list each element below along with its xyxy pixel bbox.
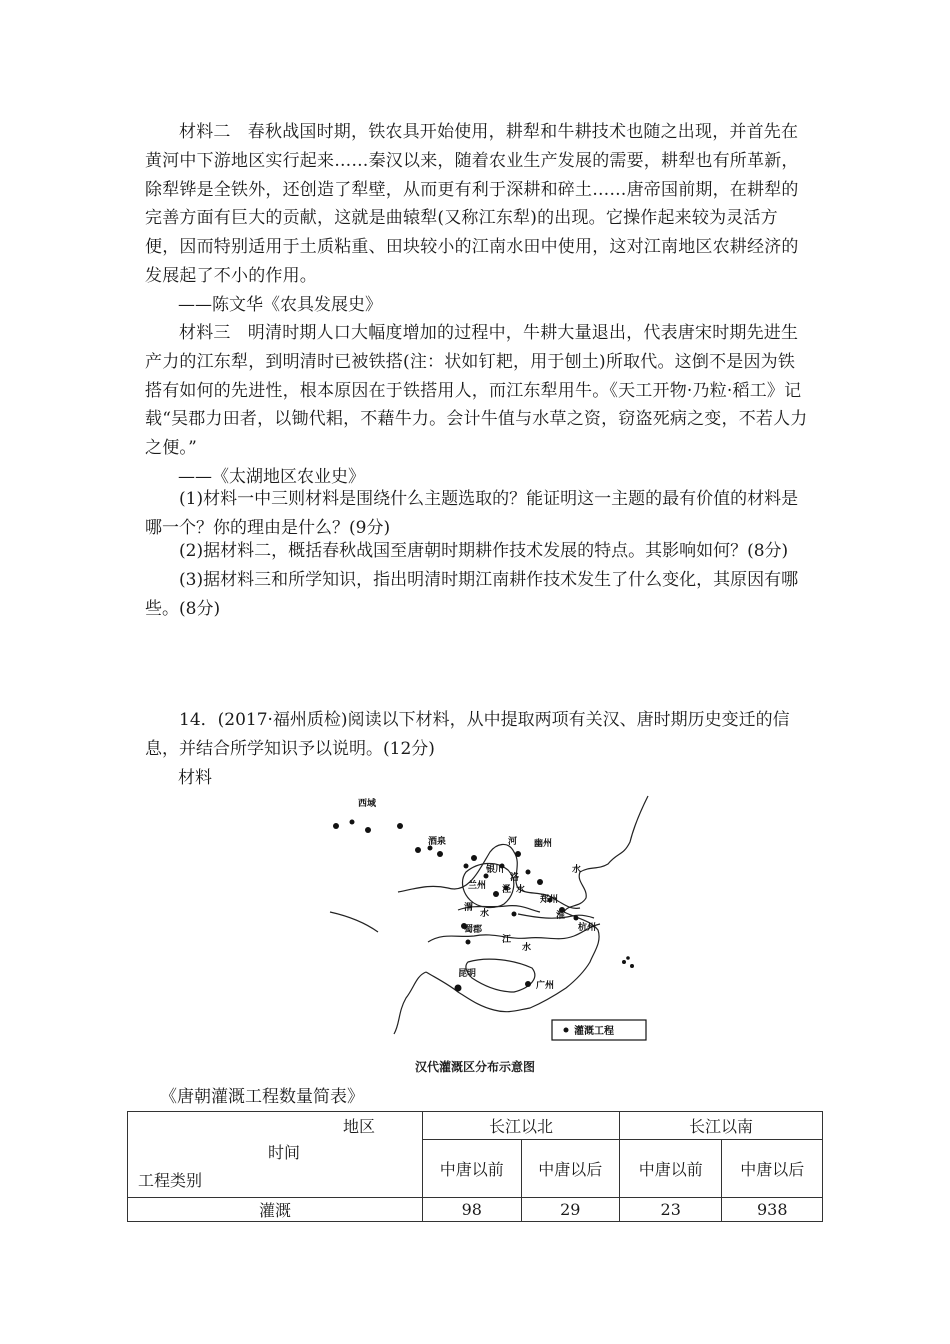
header-type: 工程类别 — [138, 1171, 203, 1190]
label-huai: 淮 — [556, 911, 566, 921]
header-north-before: 中唐以前 — [423, 1140, 521, 1198]
label-jing: 泾 — [502, 885, 512, 895]
question-2: (2)据材料二，概括春秋战国至唐朝时期耕作技术发展的特点。其影响如何？(8分) — [179, 541, 789, 561]
irrigation-table — [127, 1111, 823, 1222]
irrigation-markers — [333, 820, 634, 992]
value-south-before: 23 — [620, 1198, 722, 1222]
value-north-before: 98 — [423, 1198, 521, 1222]
question-1: (1)材料一中三则材料是围绕什么主题选取的？能证明这一主题的最有价值的材料是哪一个？你的理由是什么？(9分) — [145, 489, 799, 538]
label-guangzhou: 广州 — [536, 981, 555, 991]
label-shui2: 水 — [572, 865, 582, 875]
label-zhengzhou: 郑州 — [540, 895, 559, 905]
label-shujun: 蜀郡 — [464, 925, 483, 935]
material-3-text: 材料三 明清时期人口大幅度增加的过程中，牛耕大量退出，代表唐宋时期先进生产力的江东犁，到明清时已被铁搭(注：状如钉耙，用于刨土)所取代。这倒不是因为铁搭有如何的先进性，根本原因在于铁搭用人，而江东犁用牛。《天工开物·乃粒·稻工》记载“吴郡力田者，以锄代耜，不藉牛力。会计牛值与水草之资，窃盗死病之变，不若人力之便。” — [145, 323, 808, 459]
legend-label: 灌溉工程 — [574, 1026, 614, 1037]
map-legend — [552, 1020, 646, 1040]
label-shui3: 水 — [480, 909, 490, 919]
material-2-text: 材料二 春秋战国时期，铁农具开始使用，耕犁和牛耕技术也随之出现，并首先在黄河中下游地区实行起来……秦汉以来，随着农业生产发展的需要，耕犁也有所革新，除犁铧是全铁外，还创造了犁壁，从而更有利于深耕和碎土……唐帝国前期，在耕犁的完善方面有巨大的贡献，这就是曲辕犁(又称江东犁)的出现。它操作起来较为灵活方便，因而特别适用于土质粘重、田块较小的江南水田中使用，这对江南地区农耕经济的发展起了不小的作用。 — [145, 122, 799, 286]
coastline — [426, 796, 648, 1012]
yangtze-river — [428, 924, 600, 942]
material-2-source: ——陈文华《农具发展史》 — [178, 295, 382, 315]
header-north-after: 中唐以后 — [521, 1140, 619, 1198]
map-caption: 汉代灌溉区分布示意图 — [414, 1060, 535, 1074]
header-south: 长江以南 — [620, 1112, 823, 1140]
question-14-stem: 14．(2017·福州质检)阅读以下材料，从中提取两项有关汉、唐时期历史变迁的信息，并结合所学知识予以说明。(12分) — [145, 710, 790, 759]
label-luo: 洛 — [510, 873, 520, 883]
label-youzhou: 幽州 — [534, 839, 553, 849]
label-xiyu: 西域 — [358, 799, 377, 809]
label-wei: 渭 — [464, 903, 474, 913]
west-border — [394, 972, 426, 1034]
label-he: 河 — [508, 837, 518, 847]
header-time: 时间 — [268, 1143, 301, 1162]
header-region: 地区 — [343, 1117, 376, 1136]
han-irrigation-map — [318, 792, 663, 1042]
header-south-after: 中唐以后 — [722, 1140, 823, 1198]
south-region — [466, 959, 535, 992]
label-shui4: 水 — [522, 943, 532, 953]
table-corner-cell — [128, 1112, 423, 1198]
material-3-source: ——《太湖地区农业史》 — [178, 467, 365, 487]
table-row — [128, 1198, 823, 1222]
label-jiang: 江 — [502, 935, 512, 945]
question-3: (3)据材料三和所学知识，指出明清时期江南耕作技术发生了什么变化，其原因有哪些。(8分) — [145, 570, 799, 619]
label-shui1: 水 — [516, 885, 526, 895]
header-south-before: 中唐以前 — [620, 1140, 722, 1198]
island-coast — [330, 912, 378, 932]
label-jiuquan: 酒泉 — [428, 837, 447, 847]
value-north-after: 29 — [521, 1198, 619, 1222]
header-north: 长江以北 — [423, 1112, 620, 1140]
row-label: 灌溉 — [128, 1198, 423, 1222]
label-lanzhou: 兰州 — [468, 881, 487, 891]
table-title: 《唐朝灌溉工程数量简表》 — [160, 1087, 364, 1107]
label-kunming: 昆明 — [458, 969, 477, 979]
material-label: 材料 — [178, 768, 212, 788]
label-hangzhou: 杭州 — [578, 923, 597, 933]
label-yinchuan: 银川 — [486, 865, 505, 875]
value-south-after: 938 — [722, 1198, 823, 1222]
